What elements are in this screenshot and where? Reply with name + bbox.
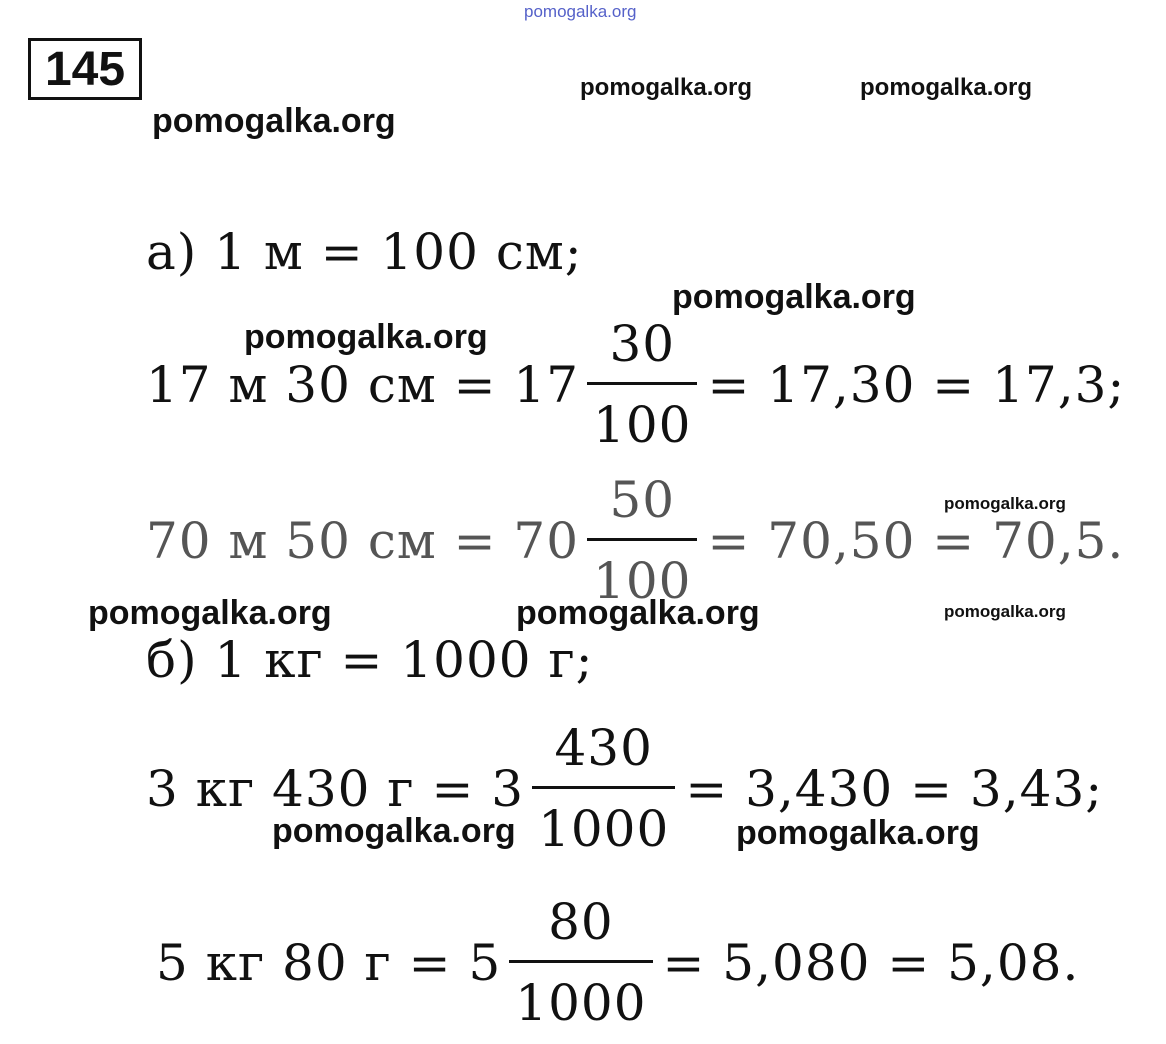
equation-rhs: = 17,30 = 17,3; — [707, 355, 1126, 414]
fraction — [587, 316, 697, 453]
problem-number-box: 145 — [28, 38, 142, 100]
equation-lhs: 70 м 50 см = 70 — [146, 511, 580, 570]
fraction — [587, 472, 697, 609]
watermark: pomogalka.org — [272, 812, 516, 850]
fraction-denominator: 100 — [593, 396, 692, 454]
watermark-top: pomogalka.org — [524, 2, 637, 21]
part-a-line-2 — [146, 472, 1124, 609]
part-b-line-2 — [156, 894, 1079, 1031]
watermark: pomogalka.org — [152, 102, 396, 140]
fraction-numerator: 30 — [609, 315, 676, 373]
fraction-bar — [509, 960, 652, 963]
equation-lhs: 5 кг 80 г = 5 — [156, 933, 502, 992]
fraction-numerator: 80 — [548, 893, 614, 951]
fraction-numerator: 50 — [609, 471, 676, 529]
fraction — [532, 720, 675, 857]
fraction-denominator: 100 — [593, 552, 692, 610]
watermark: pomogalka.org — [860, 74, 1033, 101]
fraction-bar — [587, 382, 697, 385]
equation-rhs: = 70,50 = 70,5. — [707, 511, 1125, 570]
part-b-line-1 — [146, 720, 1103, 857]
watermark: pomogalka.org — [88, 594, 332, 632]
fraction-bar — [587, 538, 697, 541]
fraction — [509, 894, 652, 1031]
part-a-header: а) 1 м = 100 см; — [146, 223, 583, 281]
watermark: pomogalka.org — [944, 602, 1066, 621]
fraction-denominator: 1000 — [538, 800, 670, 858]
equation-rhs: = 5,080 = 5,08. — [662, 933, 1080, 992]
watermark: pomogalka.org — [580, 74, 753, 101]
watermark: pomogalka.org — [516, 594, 760, 632]
watermark: pomogalka.org — [672, 278, 916, 316]
fraction-bar — [532, 786, 675, 789]
equation-lhs: 3 кг 430 г = 3 — [146, 759, 525, 818]
part-a-line-1 — [146, 316, 1125, 453]
watermark: pomogalka.org — [736, 814, 980, 852]
equation-lhs: 17 м 30 см = 17 — [146, 355, 580, 414]
equation-rhs: = 3,430 = 3,43; — [685, 759, 1104, 818]
fraction-numerator: 430 — [554, 719, 653, 777]
part-b-header: б) 1 кг = 1000 г; — [146, 631, 594, 689]
watermark: pomogalka.org — [244, 318, 488, 356]
fraction-denominator: 1000 — [515, 974, 647, 1032]
watermark: pomogalka.org — [944, 494, 1066, 513]
